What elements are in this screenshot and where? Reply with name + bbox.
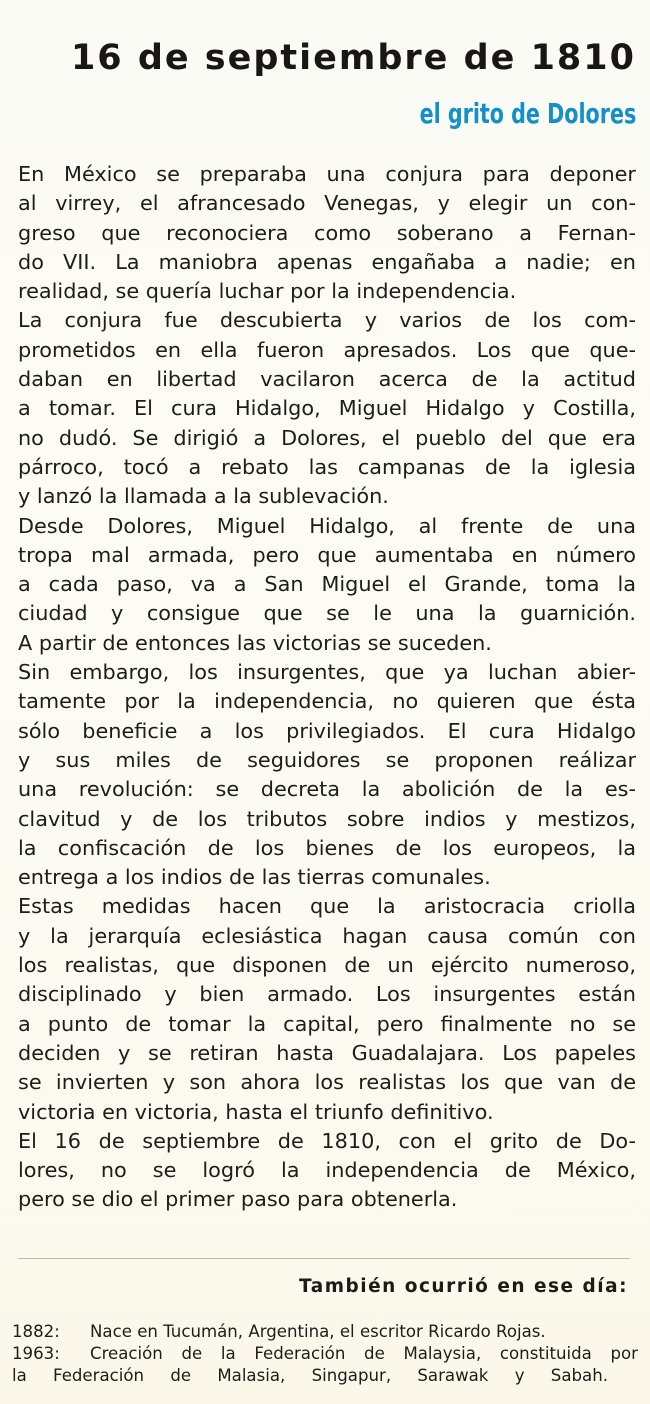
event-text — [90, 1321, 638, 1343]
text-line: lores, no se logró la independencia de México, — [18, 1158, 636, 1183]
text-line: En México se preparaba una conjura para deponer — [18, 162, 636, 186]
text-line: y la jerarquía eclesiástica hagan causa común con — [18, 923, 636, 948]
event-text — [90, 1343, 638, 1365]
text-line: Desde Dolores, Miguel Hidalgo, al frente de una — [18, 513, 636, 538]
article-body — [18, 160, 636, 1215]
text-line: ciudad y consigue que se le una la guarnición. — [18, 601, 636, 626]
text-line: a cada paso, va a San Miguel el Grande, toma la — [18, 572, 636, 597]
text-line: se invierten y son ahora los realistas los que van de — [18, 1070, 636, 1095]
events-list — [12, 1321, 638, 1387]
text-line: La conjura fue descubierta y varios de los com- — [18, 308, 636, 333]
text-line: entrega a los indios de las tierras comunales. — [18, 865, 491, 890]
also-happened-heading: También ocurrió en ese día: — [299, 1276, 628, 1297]
paragraph — [18, 892, 636, 1126]
paragraph — [18, 658, 636, 892]
text-line: no dudó. Se dirigió a Dolores, el pueblo del que era — [18, 425, 636, 450]
event-row — [12, 1321, 638, 1343]
text-line: prometidos en ella fueron apresados. Los que que- — [18, 337, 636, 362]
event-text-continuation: la Federación de Malasia, Singapur, Sarawak y Sabah. — [12, 1366, 608, 1385]
page-title: 16 de septiembre de 1810 — [70, 38, 636, 78]
text-line: realidad, se quería luchar por la independencia. — [18, 279, 517, 304]
text-line: A partir de entonces las victorias se suceden. — [18, 630, 492, 655]
section-divider — [18, 1258, 630, 1259]
text-line: una revolución: se decreta la abolición de la es- — [18, 777, 636, 802]
text-line: a punto de tomar la capital, pero finalmente no se — [18, 1011, 636, 1036]
text-line: párroco, tocó a rebato las campanas de la iglesia — [18, 454, 636, 479]
event-year: 1963: — [12, 1344, 60, 1363]
event-row — [12, 1343, 638, 1365]
text-line: pero se dio el primer paso para obtenerla. — [18, 1187, 458, 1212]
paragraph — [18, 512, 636, 658]
page-subtitle: el grito de Dolores — [419, 97, 636, 130]
text-line: Estas medidas hacen que la aristocracia criolla — [18, 894, 636, 919]
text-line: greso que reconociera como soberano a Fernan- — [18, 220, 636, 245]
text-line: disciplinado y bien armado. Los insurgentes están — [18, 982, 636, 1007]
text-line: sólo beneficie a los privilegiados. El cura Hidalgo — [18, 718, 636, 743]
text-line: El 16 de septiembre de 1810, con el grito de Do- — [18, 1128, 636, 1153]
text-line: tropa mal armada, pero que aumentaba en número — [18, 542, 636, 567]
text-line: y sus miles de seguidores se proponen reálizar — [18, 747, 636, 772]
text-line: daban en libertad vacilaron acerca de la actitud — [18, 367, 636, 392]
paragraph — [18, 160, 636, 306]
text-line: a tomar. El cura Hidalgo, Miguel Hidalgo y Costilla, — [18, 396, 636, 421]
text-line: victoria en victoria, hasta el triunfo definitivo. — [18, 1099, 494, 1124]
event-year: 1882: — [12, 1322, 60, 1341]
event-text-line: Creación de la Federación de Malaysia, constituida por — [90, 1344, 638, 1363]
text-line: la confiscación de los bienes de los europeos, la — [18, 835, 636, 860]
text-line: do VII. La maniobra apenas engañaba a nadie; en — [18, 249, 636, 274]
paragraph — [18, 1127, 636, 1215]
text-line: los realistas, que disponen de un ejército numeroso, — [18, 953, 636, 978]
text-line: y lanzó la llamada a la sublevación. — [18, 484, 389, 509]
text-line: Sin embargo, los insurgentes, que ya luchan abier- — [18, 660, 636, 685]
event-text-line: Nace en Tucumán, Argentina, el escritor Ricardo Rojas. — [90, 1322, 546, 1341]
text-line: clavitud y de los tributos sobre indios y mestizos, — [18, 806, 636, 831]
text-line: al virrey, el afrancesado Venegas, y elegir un con- — [18, 191, 636, 216]
paragraph — [18, 306, 636, 511]
text-line: tamente por la independencia, no quieren que ésta — [18, 689, 636, 714]
text-line: deciden y se retiran hasta Guadalajara. Los papeles — [18, 1040, 636, 1065]
